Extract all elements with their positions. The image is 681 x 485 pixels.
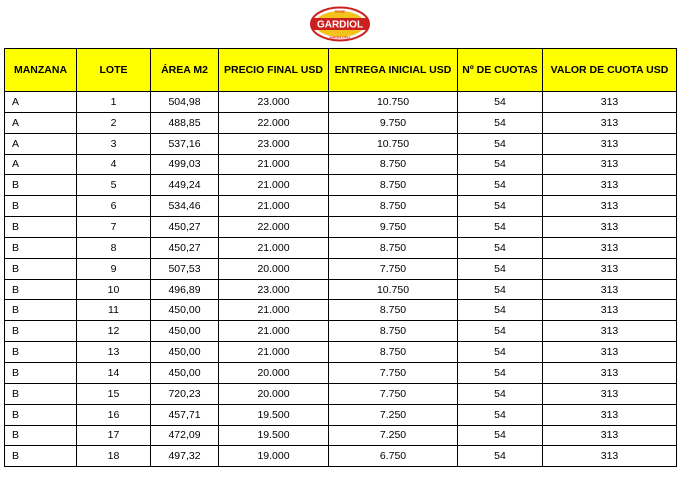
cell-manzana: A	[5, 112, 77, 133]
cell-area: 450,00	[151, 321, 219, 342]
cell-cuotas: 54	[458, 446, 543, 467]
cell-manzana: B	[5, 300, 77, 321]
cell-lote: 17	[77, 425, 151, 446]
table-row	[5, 404, 677, 425]
cell-entrega-inicial: 7.250	[329, 425, 458, 446]
cell-entrega-inicial: 8.750	[329, 342, 458, 363]
header-manzana: MANZANA	[5, 49, 77, 92]
table-row	[5, 175, 677, 196]
cell-cuotas: 54	[458, 383, 543, 404]
cell-cuotas: 54	[458, 217, 543, 238]
cell-cuotas: 54	[458, 92, 543, 113]
table-row	[5, 362, 677, 383]
cell-entrega-inicial: 8.750	[329, 154, 458, 175]
table-body	[5, 92, 677, 467]
cell-area: 488,85	[151, 112, 219, 133]
cell-cuotas: 54	[458, 425, 543, 446]
cell-cuotas: 54	[458, 321, 543, 342]
header-entrega-inicial: ENTREGA INICIAL USD	[329, 49, 458, 92]
cell-precio-final: 19.500	[219, 404, 329, 425]
cell-area: 534,46	[151, 196, 219, 217]
header-area: ÁREA M2	[151, 49, 219, 92]
cell-area: 497,32	[151, 446, 219, 467]
cell-cuotas: 54	[458, 196, 543, 217]
cell-entrega-inicial: 10.750	[329, 92, 458, 113]
table-row	[5, 446, 677, 467]
cell-lote: 3	[77, 133, 151, 154]
table-row	[5, 342, 677, 363]
logo-tagline-bottom: INMOBILIARIA	[329, 35, 351, 40]
cell-manzana: B	[5, 425, 77, 446]
table-row	[5, 321, 677, 342]
cell-lote: 12	[77, 321, 151, 342]
cell-cuotas: 54	[458, 258, 543, 279]
cell-valor-cuota: 313	[543, 196, 677, 217]
cell-lote: 10	[77, 279, 151, 300]
cell-manzana: B	[5, 237, 77, 258]
table-row	[5, 217, 677, 238]
cell-precio-final: 21.000	[219, 175, 329, 196]
cell-lote: 2	[77, 112, 151, 133]
table-row	[5, 154, 677, 175]
cell-valor-cuota: 313	[543, 425, 677, 446]
cell-lote: 18	[77, 446, 151, 467]
cell-precio-final: 23.000	[219, 133, 329, 154]
table-row	[5, 258, 677, 279]
cell-entrega-inicial: 8.750	[329, 237, 458, 258]
cell-valor-cuota: 313	[543, 383, 677, 404]
cell-cuotas: 54	[458, 362, 543, 383]
logo-text: GARDIOL	[316, 19, 364, 31]
header-lote: LOTE	[77, 49, 151, 92]
cell-valor-cuota: 313	[543, 237, 677, 258]
cell-area: 496,89	[151, 279, 219, 300]
cell-manzana: B	[5, 404, 77, 425]
cell-entrega-inicial: 9.750	[329, 217, 458, 238]
cell-entrega-inicial: 7.250	[329, 404, 458, 425]
cell-precio-final: 21.000	[219, 342, 329, 363]
cell-area: 507,53	[151, 258, 219, 279]
cell-entrega-inicial: 10.750	[329, 133, 458, 154]
cell-area: 537,16	[151, 133, 219, 154]
cell-valor-cuota: 313	[543, 446, 677, 467]
cell-entrega-inicial: 7.750	[329, 362, 458, 383]
cell-cuotas: 54	[458, 133, 543, 154]
cell-lote: 6	[77, 196, 151, 217]
cell-lote: 15	[77, 383, 151, 404]
table-row	[5, 196, 677, 217]
cell-area: 450,27	[151, 237, 219, 258]
cell-manzana: B	[5, 175, 77, 196]
cell-area: 450,00	[151, 300, 219, 321]
cell-cuotas: 54	[458, 279, 543, 300]
table-header-row	[5, 49, 677, 92]
cell-valor-cuota: 313	[543, 154, 677, 175]
header-cuotas: Nº DE CUOTAS	[458, 49, 543, 92]
table-row	[5, 300, 677, 321]
header-valor-cuota: VALOR DE CUOTA USD	[543, 49, 677, 92]
cell-manzana: B	[5, 342, 77, 363]
logo-tagline-top: DESDE	[334, 9, 346, 14]
cell-precio-final: 21.000	[219, 300, 329, 321]
cell-manzana: B	[5, 362, 77, 383]
cell-valor-cuota: 313	[543, 300, 677, 321]
cell-area: 450,00	[151, 362, 219, 383]
gardiol-logo-emblem	[309, 6, 371, 42]
cell-precio-final: 21.000	[219, 321, 329, 342]
header-precio-final: PRECIO FINAL USD	[219, 49, 329, 92]
cell-precio-final: 23.000	[219, 92, 329, 113]
cell-area: 499,03	[151, 154, 219, 175]
cell-valor-cuota: 313	[543, 112, 677, 133]
cell-manzana: A	[5, 133, 77, 154]
cell-cuotas: 54	[458, 112, 543, 133]
cell-valor-cuota: 313	[543, 362, 677, 383]
table-row	[5, 133, 677, 154]
cell-cuotas: 54	[458, 237, 543, 258]
cell-entrega-inicial: 8.750	[329, 300, 458, 321]
cell-lote: 8	[77, 237, 151, 258]
cell-valor-cuota: 313	[543, 321, 677, 342]
cell-valor-cuota: 313	[543, 342, 677, 363]
cell-precio-final: 19.000	[219, 446, 329, 467]
cell-lote: 14	[77, 362, 151, 383]
cell-cuotas: 54	[458, 175, 543, 196]
cell-manzana: B	[5, 279, 77, 300]
cell-precio-final: 20.000	[219, 383, 329, 404]
cell-lote: 9	[77, 258, 151, 279]
cell-area: 450,27	[151, 217, 219, 238]
table-row	[5, 112, 677, 133]
cell-precio-final: 21.000	[219, 237, 329, 258]
table-row	[5, 425, 677, 446]
cell-valor-cuota: 313	[543, 92, 677, 113]
cell-manzana: A	[5, 154, 77, 175]
cell-area: 449,24	[151, 175, 219, 196]
cell-area: 450,00	[151, 342, 219, 363]
cell-lote: 7	[77, 217, 151, 238]
cell-cuotas: 54	[458, 300, 543, 321]
cell-entrega-inicial: 8.750	[329, 196, 458, 217]
cell-precio-final: 21.000	[219, 196, 329, 217]
cell-manzana: B	[5, 258, 77, 279]
cell-manzana: A	[5, 92, 77, 113]
cell-entrega-inicial: 7.750	[329, 258, 458, 279]
cell-valor-cuota: 313	[543, 217, 677, 238]
cell-lote: 4	[77, 154, 151, 175]
cell-entrega-inicial: 10.750	[329, 279, 458, 300]
cell-lote: 16	[77, 404, 151, 425]
cell-area: 457,71	[151, 404, 219, 425]
table-row	[5, 237, 677, 258]
table-row	[5, 279, 677, 300]
cell-precio-final: 20.000	[219, 258, 329, 279]
cell-lote: 1	[77, 92, 151, 113]
cell-entrega-inicial: 8.750	[329, 321, 458, 342]
cell-manzana: B	[5, 196, 77, 217]
cell-cuotas: 54	[458, 154, 543, 175]
cell-lote: 13	[77, 342, 151, 363]
cell-precio-final: 22.000	[219, 217, 329, 238]
lots-price-table	[4, 48, 677, 467]
cell-valor-cuota: 313	[543, 404, 677, 425]
cell-manzana: B	[5, 446, 77, 467]
cell-precio-final: 20.000	[219, 362, 329, 383]
cell-area: 472,09	[151, 425, 219, 446]
cell-lote: 5	[77, 175, 151, 196]
cell-valor-cuota: 313	[543, 175, 677, 196]
table-row	[5, 92, 677, 113]
cell-manzana: B	[5, 217, 77, 238]
cell-valor-cuota: 313	[543, 133, 677, 154]
cell-entrega-inicial: 9.750	[329, 112, 458, 133]
cell-entrega-inicial: 6.750	[329, 446, 458, 467]
cell-precio-final: 19.500	[219, 425, 329, 446]
cell-cuotas: 54	[458, 342, 543, 363]
cell-valor-cuota: 313	[543, 279, 677, 300]
cell-entrega-inicial: 7.750	[329, 383, 458, 404]
cell-manzana: B	[5, 321, 77, 342]
cell-entrega-inicial: 8.750	[329, 175, 458, 196]
gardiol-logo	[309, 6, 371, 42]
cell-manzana: B	[5, 383, 77, 404]
cell-area: 720,23	[151, 383, 219, 404]
cell-precio-final: 23.000	[219, 279, 329, 300]
cell-valor-cuota: 313	[543, 258, 677, 279]
cell-area: 504,98	[151, 92, 219, 113]
cell-precio-final: 21.000	[219, 154, 329, 175]
cell-cuotas: 54	[458, 404, 543, 425]
cell-precio-final: 22.000	[219, 112, 329, 133]
cell-lote: 11	[77, 300, 151, 321]
table-row	[5, 383, 677, 404]
